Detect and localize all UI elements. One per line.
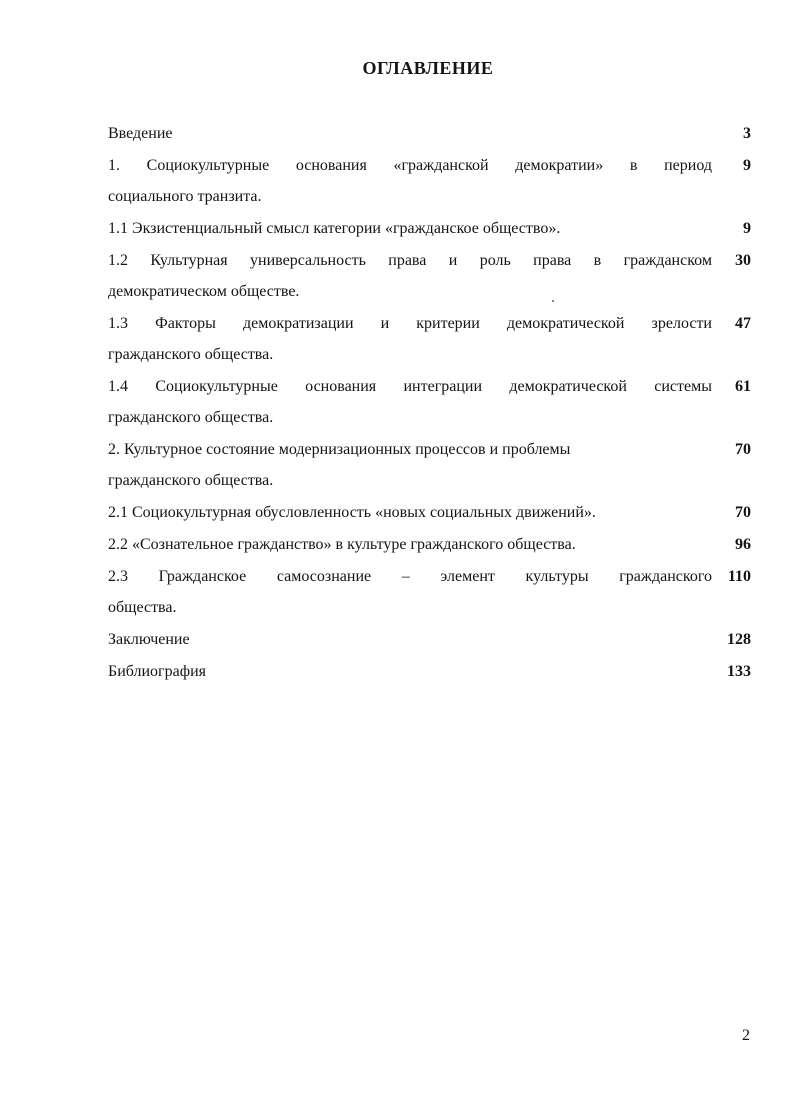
toc-entry-section-1-2 — [108, 245, 751, 307]
toc-entry-title-line-1: 1.2 Культурная универсальность права и роль права в гражданском — [108, 252, 712, 269]
toc-entry-page: 47 — [735, 315, 751, 332]
toc-entry-page: 61 — [735, 378, 751, 395]
toc-entry-page: 133 — [727, 663, 751, 680]
toc-entry-title: 2.1 Социокультурная обусловленность «новых социальных движений». — [108, 504, 596, 521]
toc-entry-introduction — [108, 118, 751, 149]
toc-entry-page: 70 — [735, 441, 751, 458]
toc-entry-page: 110 — [727, 568, 751, 585]
toc-entry-title-line-2: демократическом обществе. — [108, 283, 300, 300]
toc-entry-title: Введение — [108, 125, 173, 142]
toc-entry-title: Библиография — [108, 663, 206, 680]
toc-entry-section-1-3 — [108, 308, 751, 370]
toc-entry-title-line-2: гражданского общества. — [108, 472, 274, 489]
toc-entry-title-line-2: гражданского общества. — [108, 409, 274, 426]
toc-entry-chapter-2 — [108, 434, 751, 496]
toc-entry-title-line-1: 1.3 Факторы демократизации и критерии демократической зрелости — [108, 315, 712, 332]
toc-entry-title-line-1: 2. Культурное состояние модернизационных процессов и проблемы — [108, 441, 571, 458]
toc-entry-title: Заключение — [108, 631, 190, 648]
toc-entry-title-line-2: общества. — [108, 599, 177, 616]
toc-entry-conclusion — [108, 624, 751, 655]
toc-entry-title-line-2: социального транзита. — [108, 188, 262, 205]
toc-entry-page: 70 — [735, 504, 751, 521]
toc-entry-page: 9 — [743, 220, 751, 237]
toc-entry-title-line-1: 2.3 Гражданское самосознание – элемент культуры гражданского — [108, 568, 712, 585]
toc-entry-page: 96 — [735, 536, 751, 553]
toc-entry-page: 9 — [743, 157, 751, 174]
toc-entry-page: 30 — [735, 252, 751, 269]
toc-entry-title: 1.1 Экзистенциальный смысл категории «гражданское общество». — [108, 220, 561, 237]
toc-entry-section-1-1 — [108, 213, 751, 244]
toc-entry-section-1-4 — [108, 371, 751, 433]
page-title: ОГЛАВЛЕНИЕ — [362, 58, 494, 78]
toc-entry-title-line-2: гражданского общества. — [108, 346, 274, 363]
toc-entry-title: 2.2 «Сознательное гражданство» в культуре гражданского общества. — [108, 536, 576, 553]
toc-entry-title-line-1: 1. Социокультурные основания «гражданской демократии» в период — [108, 157, 712, 174]
table-of-contents — [108, 118, 751, 688]
scan-speck — [552, 300, 554, 302]
toc-entry-page: 3 — [743, 125, 751, 142]
toc-entry-section-2-1 — [108, 497, 751, 528]
toc-entry-title-line-1: 1.4 Социокультурные основания интеграции демократической системы — [108, 378, 712, 395]
page-number: 2 — [742, 1027, 750, 1044]
toc-entry-bibliography — [108, 656, 751, 687]
toc-entry-section-2-3 — [108, 561, 751, 623]
toc-entry-section-2-2 — [108, 529, 751, 560]
toc-entry-page: 128 — [727, 631, 751, 648]
toc-entry-chapter-1 — [108, 150, 751, 212]
